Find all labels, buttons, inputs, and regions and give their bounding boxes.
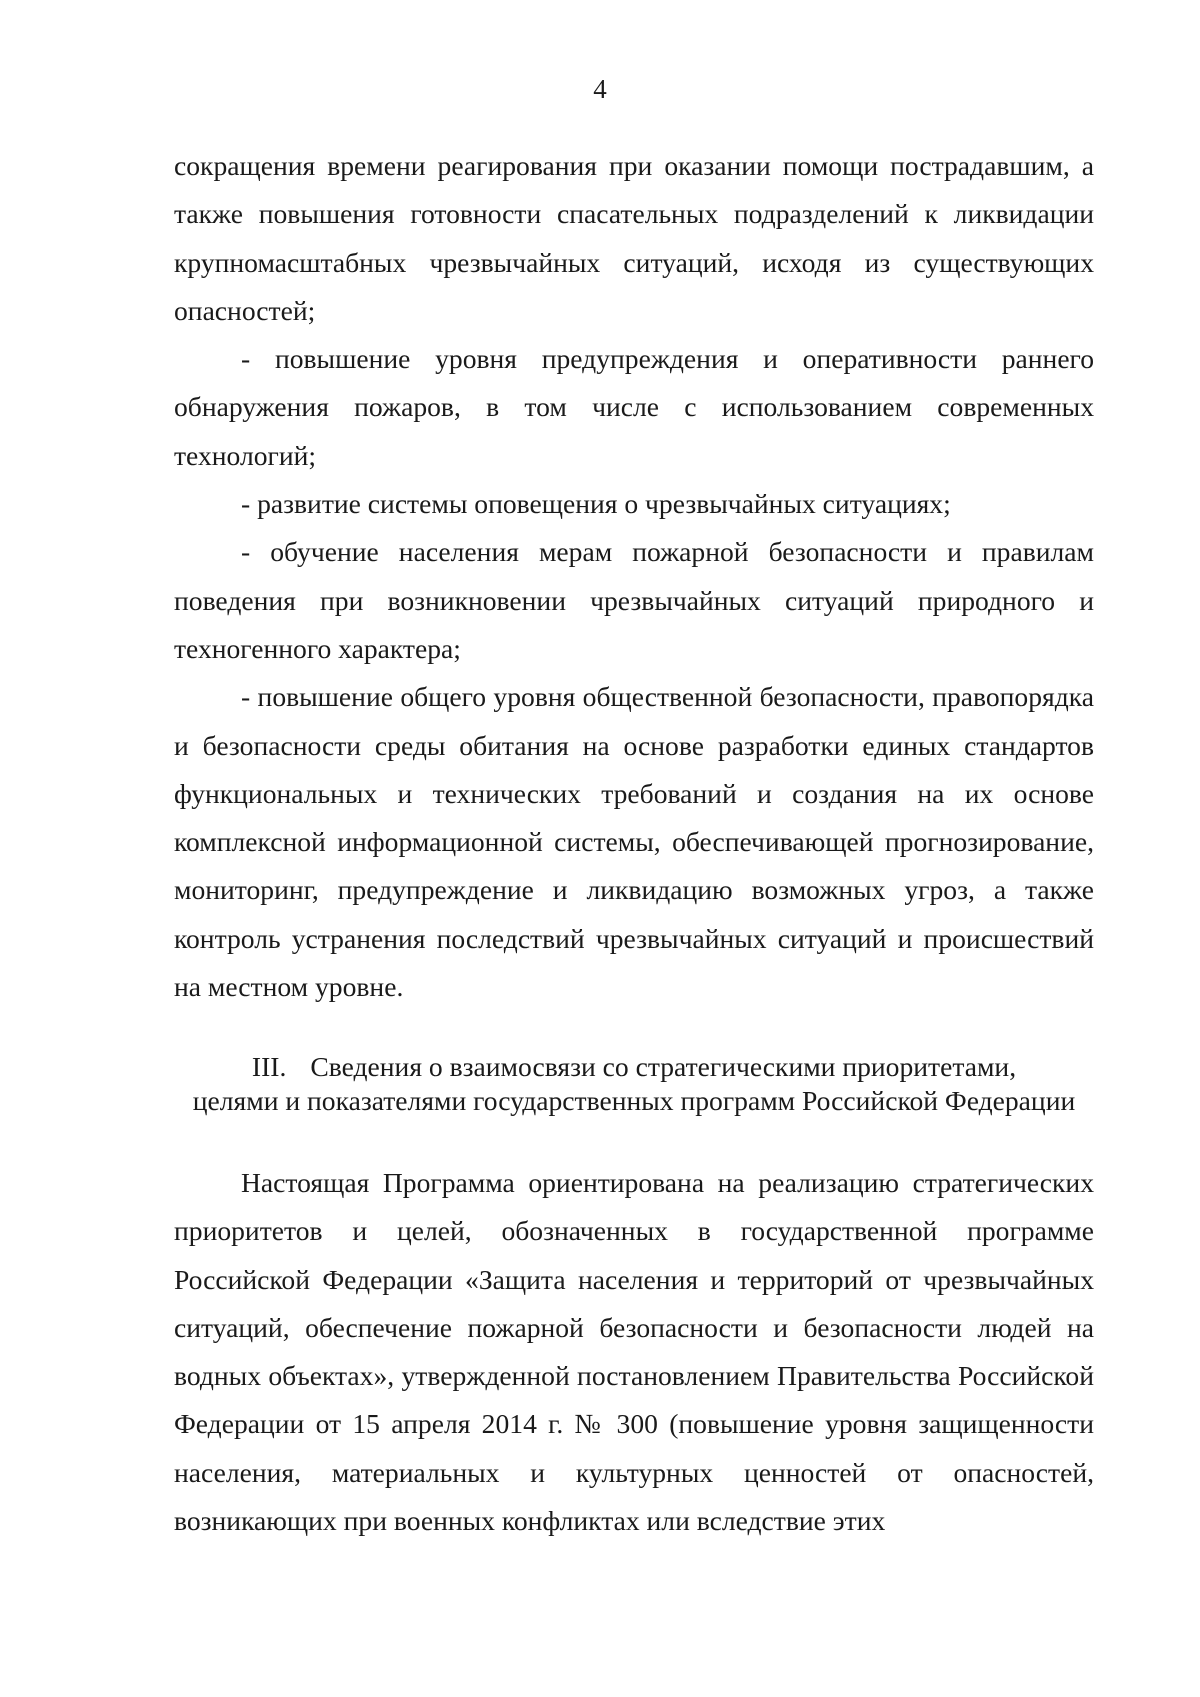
section-heading [174, 1050, 1094, 1118]
list-item-population-training: - обучение населения мерам пожарной безопасности и правилам поведения при возникновении чрезвычайных ситуаций природного и техногенного характера; [174, 536, 1094, 664]
paragraph-continuation: сокращения времени реагирования при оказании помощи пострадавшим, а также повышения готовности спасательных подразделений к ликвидации крупномасштабных чрезвычайных ситуаций, исходя из существующих опасностей; [174, 150, 1094, 326]
body-text-top [174, 142, 1094, 1011]
list-item-public-safety: - повышение общего уровня общественной безопасности, правопорядка и безопасности среды обитания на основе разработки единых стандартов функциональных и технических требований и создания на их основе комплексной информационной системы, обеспечивающей прогнозирование, мониторинг, предупреждение и ликвидацию возможных угроз, а также контроль устранения последствий чрезвычайных ситуаций и происшествий на местном уровне. [174, 681, 1094, 1003]
section-number: III. [251, 1051, 287, 1082]
list-item-fire-detection: - повышение уровня предупреждения и оперативности раннего обнаружения пожаров, в том числе с использованием современных технологий; [174, 343, 1094, 471]
body-text-bottom [174, 1159, 1094, 1545]
list-item-notification-system: - развитие системы оповещения о чрезвычайных ситуациях; [241, 488, 951, 520]
section-title-line-1: Сведения о взаимосвязи со стратегическими приоритетами, [310, 1051, 1017, 1082]
page-number: 4 [593, 74, 607, 104]
paragraph-program-orientation: Настоящая Программа ориентирована на реализацию стратегических приоритетов и целей, обозначенных в государственной программе Российской Федерации «Защита населения и территорий от чрезвычайных ситуаций, обеспечение пожарной безопасности и безопасности людей на водных объектах», утвержденной постановлением Правительства Российской Федерации от 15 апреля 2014 г. № 300 (повышение уровня защищенности населения, материальных и культурных ценностей от опасностей, возникающих при военных конфликтах или вследствие этих [174, 1167, 1094, 1537]
section-title-line-2: целями и показателями государственных программ Российской Федерации [192, 1085, 1076, 1116]
section-heading-line-1 [174, 1050, 1094, 1084]
